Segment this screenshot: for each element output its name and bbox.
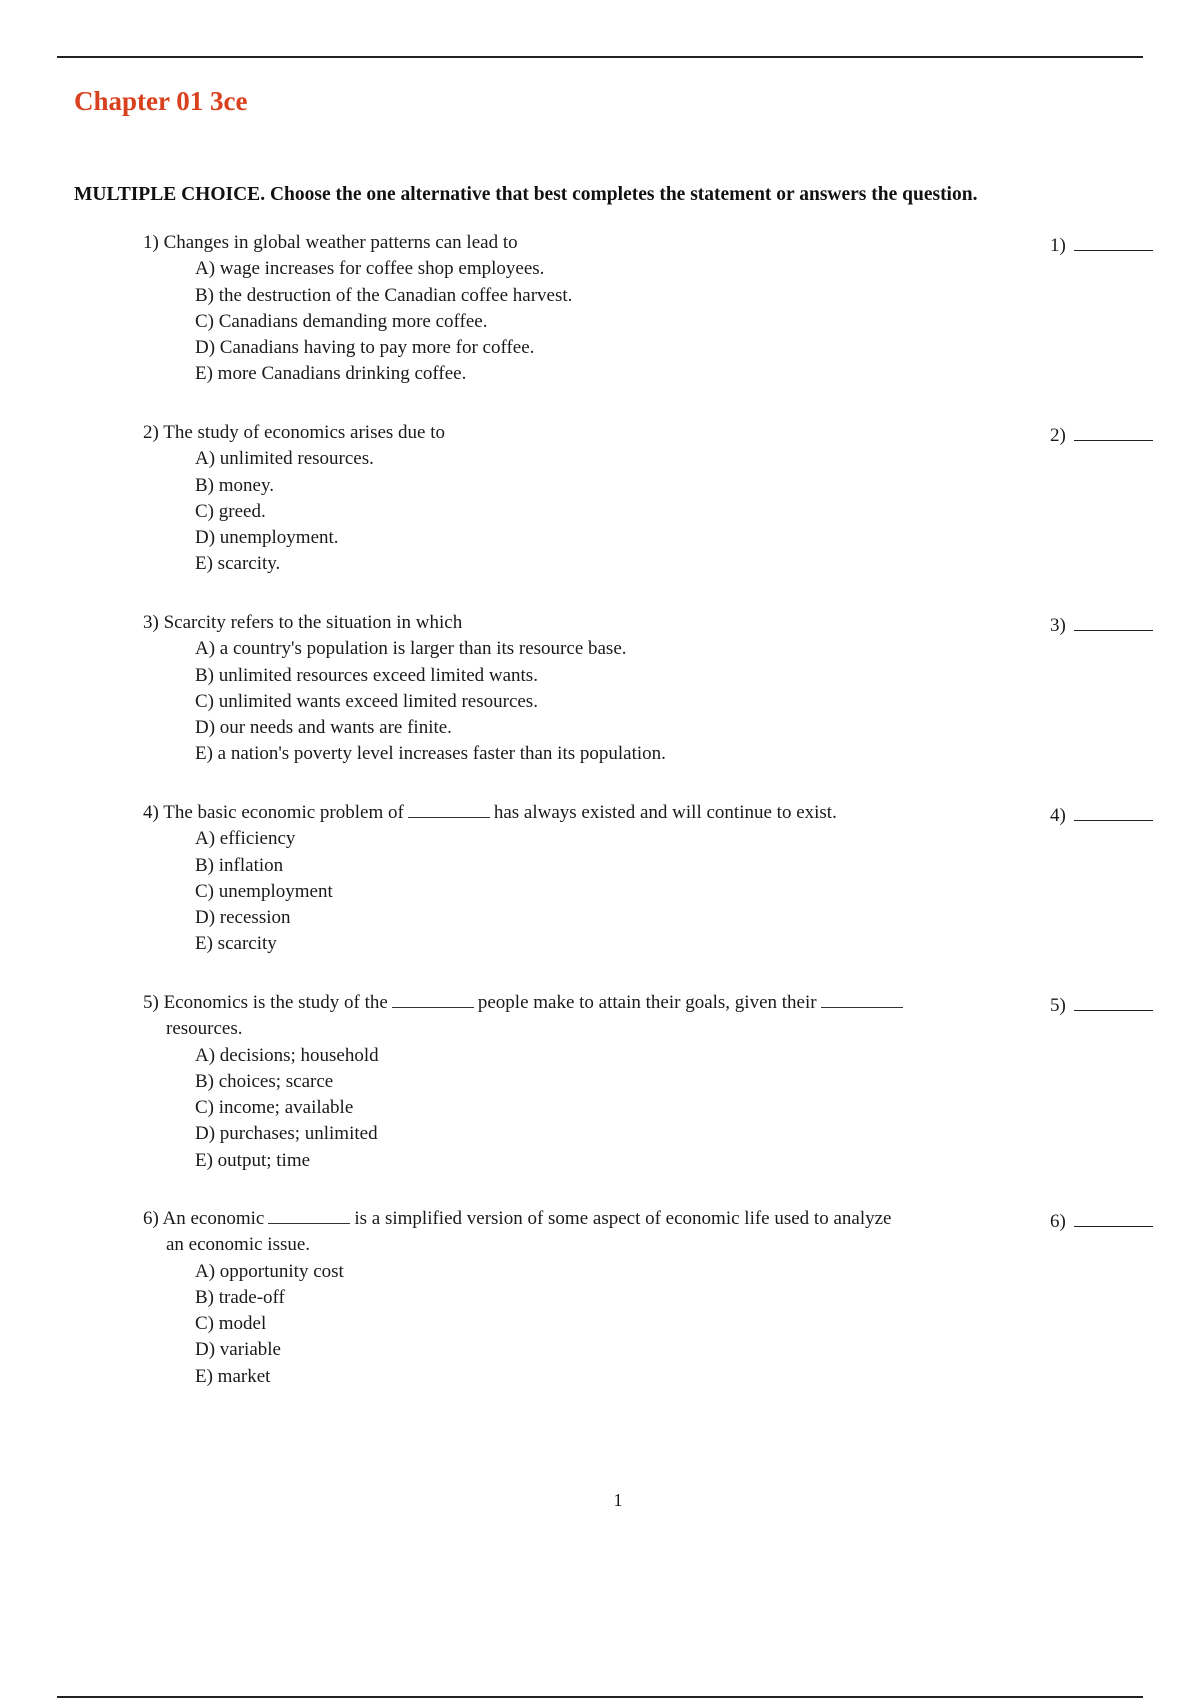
stem-text: Scarcity refers to the situation in which (163, 612, 463, 633)
answer-slot (1050, 990, 1153, 1019)
question-number: 4) (143, 802, 159, 823)
option-list (195, 256, 572, 387)
stem-text: An economic (162, 1208, 265, 1229)
option-d[interactable]: D) purchases; unlimited (195, 1123, 378, 1145)
option-d[interactable]: D) variable (195, 1339, 281, 1361)
answer-blank[interactable] (1074, 800, 1153, 821)
option-a[interactable]: A) a country's population is larger than its resource base. (195, 638, 627, 660)
answer-blank[interactable] (1074, 610, 1153, 631)
option-d[interactable]: D) unemployment. (195, 527, 339, 549)
option-b[interactable]: B) inflation (195, 854, 284, 876)
stem-text: is a simplified version of some aspect of economic life used to analyze (354, 1208, 892, 1229)
answer-blank[interactable] (1074, 420, 1153, 441)
fill-blank (392, 991, 474, 1008)
answer-slot (1050, 610, 1153, 639)
top-rule (57, 56, 1143, 58)
question-number: 2) (143, 422, 159, 443)
option-c[interactable]: C) unemployment (195, 880, 333, 902)
option-list (195, 1043, 379, 1174)
question-stem (143, 990, 1003, 1043)
stem-text: people make to attain their goals, given their (477, 992, 817, 1013)
answer-label: 1) (1050, 235, 1066, 256)
option-a[interactable]: A) opportunity cost (195, 1260, 344, 1282)
bottom-rule (57, 1696, 1143, 1698)
answer-label: 3) (1050, 615, 1066, 636)
question-stem (143, 800, 1003, 826)
answer-label: 2) (1050, 425, 1066, 446)
answer-blank[interactable] (1074, 230, 1153, 251)
question-stem (143, 230, 1003, 256)
option-list (195, 446, 374, 577)
question-stem (143, 610, 1003, 636)
option-d[interactable]: D) recession (195, 907, 291, 929)
fill-blank (268, 1207, 350, 1224)
option-e[interactable]: E) a nation's poverty level increases faster than its population. (195, 743, 666, 765)
option-list (195, 1259, 344, 1390)
option-b[interactable]: B) choices; scarce (195, 1070, 334, 1092)
question-number: 1) (143, 232, 159, 253)
answer-slot (1050, 230, 1153, 259)
question-number: 6) (143, 1208, 159, 1229)
question-number: 3) (143, 612, 159, 633)
answer-blank[interactable] (1074, 1206, 1153, 1227)
option-c[interactable]: C) unlimited wants exceed limited resources. (195, 690, 538, 712)
answer-label: 5) (1050, 995, 1066, 1016)
stem-text: The study of economics arises due to (163, 422, 446, 443)
option-b[interactable]: B) the destruction of the Canadian coffee harvest. (195, 284, 573, 306)
fill-blank (408, 801, 490, 818)
option-c[interactable]: C) Canadians demanding more coffee. (195, 310, 488, 332)
option-a[interactable]: A) efficiency (195, 828, 296, 850)
page-number: 1 (613, 1490, 623, 1510)
option-e[interactable]: E) scarcity. (195, 553, 281, 575)
option-e[interactable]: E) scarcity (195, 933, 277, 955)
option-e[interactable]: E) market (195, 1365, 271, 1387)
question-stem (143, 420, 1003, 446)
question-number: 5) (143, 992, 159, 1013)
option-b[interactable]: B) money. (195, 474, 274, 496)
option-d[interactable]: D) Canadians having to pay more for coffee. (195, 337, 535, 359)
option-list (195, 826, 333, 957)
stem-text: Changes in global weather patterns can lead to (163, 232, 518, 253)
answer-label: 4) (1050, 805, 1066, 826)
option-c[interactable]: C) model (195, 1313, 267, 1335)
answer-slot (1050, 800, 1153, 829)
option-a[interactable]: A) wage increases for coffee shop employees. (195, 258, 545, 280)
option-e[interactable]: E) more Canadians drinking coffee. (195, 363, 467, 385)
chapter-title: Chapter 01 3ce (74, 86, 248, 116)
question-stem (143, 1206, 1003, 1259)
stem-text: Economics is the study of the (163, 992, 388, 1013)
option-b[interactable]: B) unlimited resources exceed limited wants. (195, 664, 538, 686)
option-a[interactable]: A) unlimited resources. (195, 448, 374, 470)
answer-slot (1050, 1206, 1153, 1235)
option-e[interactable]: E) output; time (195, 1149, 311, 1171)
stem-continuation: resources. (166, 1018, 243, 1040)
section-instructions: MULTIPLE CHOICE. Choose the one alternative that best completes the statement or answers the question. (74, 184, 978, 205)
answer-label: 6) (1050, 1211, 1066, 1232)
stem-text: has always existed and will continue to exist. (493, 802, 837, 823)
option-a[interactable]: A) decisions; household (195, 1044, 379, 1066)
answer-blank[interactable] (1074, 990, 1153, 1011)
option-d[interactable]: D) our needs and wants are finite. (195, 717, 452, 739)
option-c[interactable]: C) greed. (195, 500, 266, 522)
stem-text: The basic economic problem of (163, 802, 404, 823)
option-b[interactable]: B) trade-off (195, 1286, 285, 1308)
answer-slot (1050, 420, 1153, 449)
fill-blank (821, 991, 903, 1008)
option-c[interactable]: C) income; available (195, 1097, 354, 1119)
option-list (195, 636, 666, 767)
stem-continuation: an economic issue. (166, 1234, 311, 1256)
